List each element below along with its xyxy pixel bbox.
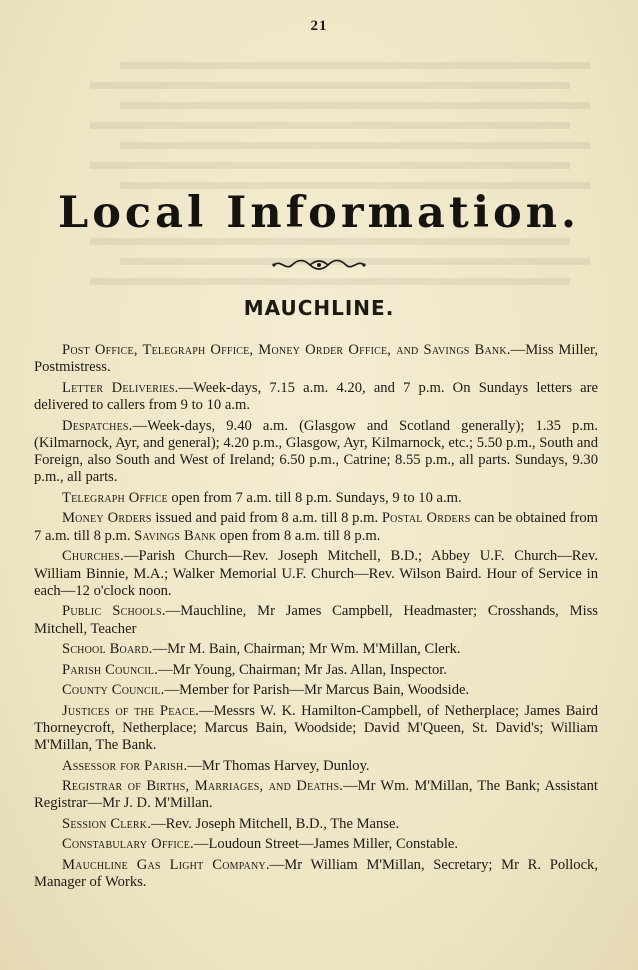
entry-text: —Miss Miller, Postmistress. [34,342,598,376]
entry-heading: County Council. [62,682,165,699]
list-item [34,380,598,415]
section-heading: MAUCHLINE. [243,296,395,320]
entry-heading: Parish Council. [62,661,158,678]
entry-text: —Mr Young, Chairman; Mr Jas. Allan, Inspector. [157,661,447,678]
list-item [34,816,598,833]
entry-text: —Mr M. Bain, Chairman; Mr Wm. M'Millan, Clerk. [152,641,461,658]
list-item [34,603,598,638]
entry-list [34,342,598,895]
entry-text: open from 7 a.m. till 8 p.m. Sundays, 9 to 10 a.m. [167,489,462,506]
entry-text: —Member for Parish—Mr Marcus Bain, Woodside. [164,682,470,699]
entry-heading: Registrar of Births, Marriages, and Deaths. [62,778,344,795]
entry-heading: Telegraph Office [62,489,168,506]
entry-heading: Justices of the Peace. [62,702,199,719]
entry-heading: Despatches. [62,417,133,434]
entry-heading: Constabulary Office. [62,836,194,853]
entry-heading: School Board. [62,641,153,658]
list-item [34,703,598,755]
list-item [34,641,598,658]
entry-heading: Post Office, Telegraph Office, Money Order Office, and Savings Bank. [62,342,511,358]
list-item [34,857,598,892]
entry-text: —Rev. Joseph Mitchell, B.D., The Manse. [151,815,400,832]
entry-text: issued and paid from 8 a.m. till 8 p.m. [151,510,382,527]
list-item [34,682,598,699]
list-item [34,548,598,600]
entry-text: —Mauchline, Mr James Campbell, Headmaster; Crosshands, Miss Mitchell, Teacher [34,603,598,637]
entry-text: can be obtained from 7 a.m. till 8 p.m. [34,510,599,544]
list-item [34,758,598,775]
entry-text: —Week-days, 7.15 a.m. 4.20, and 7 p.m. On Sundays letters are delivered to callers from 9 to 10 a.m. [34,379,598,414]
entry-heading: Postal Orders [381,510,471,527]
entry-heading: Money Orders [62,510,152,527]
entry-text: —Week-days, 9.40 a.m. (Glasgow and Scotland generally); 1.35 p.m. (Kilmarnock, Ayr, and general); 4.20 p.m., Glasgow, Ayr, Kilmarnock, etc.; 5.50 p.m., South and Foreign, also South and West of Ireland; 6.50 p.m., Catrine; 8.55 p.m., all parts. Sundays, 9.30 p.m., all parts. [34,417,598,486]
list-item [34,418,598,487]
list-item [34,836,598,853]
entry-heading: Public Schools. [62,603,166,620]
list-item [34,662,598,679]
entry-heading: Churches. [62,548,124,565]
list-item [34,778,598,813]
entry-text: —Mr Wm. M'Millan, The Bank; Assistant Registrar—Mr J. D. M'Millan. [34,778,598,812]
decorative-flourish-icon [270,258,368,272]
entry-text: —Mr William M'Millan, Secretary; Mr R. Pollock, Manager of Works. [34,856,598,891]
entry-text: —Messrs W. K. Hamilton-Campbell, of Netherplace; James Baird Thorneycroft, Netherplace; Marcus Bain, Woodside; David M'Queen, St. David's; William M'Millan, The Bank. [34,702,598,754]
entry-heading: Session Clerk. [62,815,152,832]
page-number: 21 [310,18,328,34]
entry-heading: Letter Deliveries. [62,379,179,396]
list-item [34,342,598,377]
entry-text: —Parish Church—Rev. Joseph Mitchell, B.D.; Abbey U.F. Church—Rev. William Binnie, M.A.; Walker Memorial U.F. Church—Rev. Wilson Baird. Hour of Service in each—12 o'clock noon. [34,548,598,599]
entry-text: —Loudoun Street—James Miller, Constable. [193,836,458,853]
entry-heading: Mauchline Gas Light Company. [62,856,270,873]
entry-text: —Mr Thomas Harvey, Dunloy. [187,757,370,774]
entry-text: open from 8 a.m. till 8 p.m. [216,527,381,544]
list-item [34,490,598,507]
page-title: Local Information. [58,188,580,238]
entry-heading: Assessor for Parish. [62,757,188,774]
list-item [34,510,598,545]
entry-heading: Savings Bank [134,527,217,544]
